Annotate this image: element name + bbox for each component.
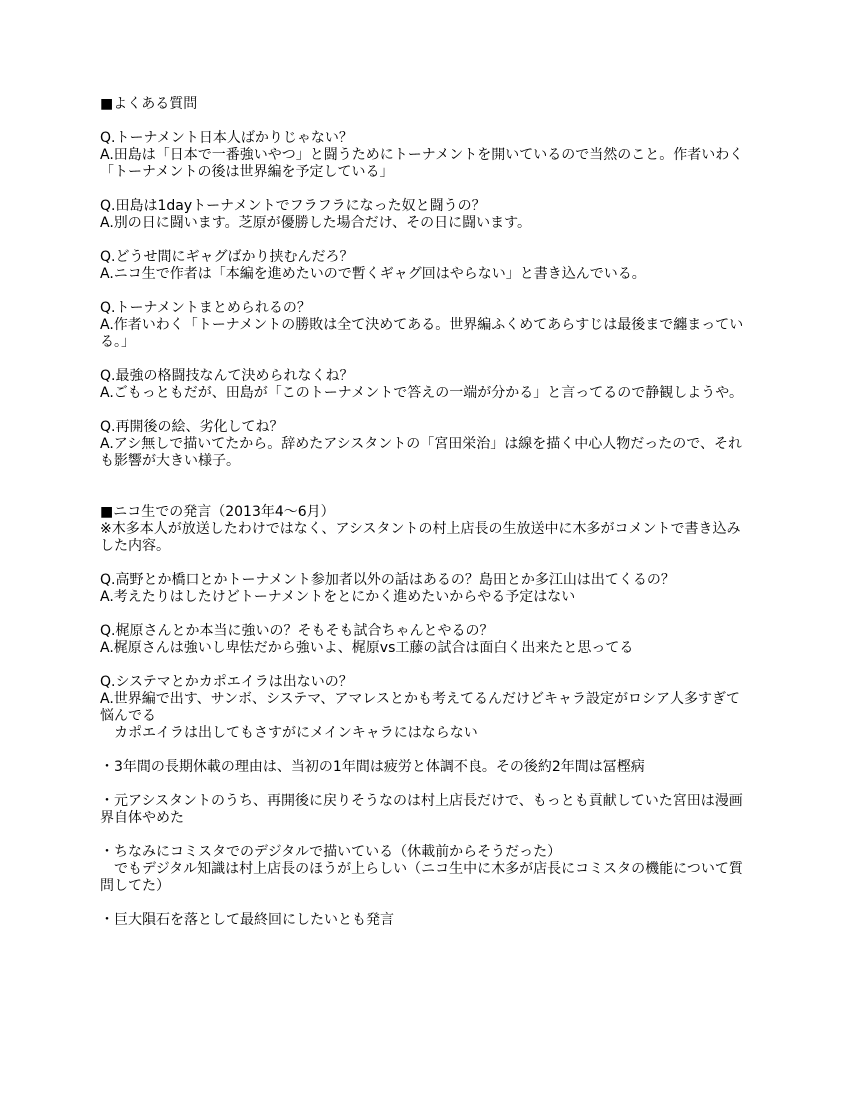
nico-answer: A.梶原さんは強いし卑怯だから強いよ、梶原vs工藤の試合は面白く出来たと思ってる (100, 640, 634, 656)
faq-question: Q.どうせ間にギャグばかり挟むんだろ？ (100, 249, 354, 265)
nico-qa-item (100, 623, 752, 657)
faq-question: Q.最強の格闘技なんて決められなくね？ (100, 368, 354, 384)
bullet-item: ・元アシスタントのうち、再開後に戻りそうなのは村上店長だけで、もっとも貢献していた宮田は漫画界自体やめた (100, 793, 743, 826)
faq-item (100, 300, 752, 351)
nico-heading: ■ニコ生での発言（2013年4〜6月） (100, 504, 335, 520)
faq-question: Q.田島は1dayトーナメントでフラフラになった奴と闘うの？ (100, 198, 486, 214)
spacer (100, 827, 752, 844)
nico-question: Q.システマとかカポエイラは出ないの？ (100, 674, 353, 690)
faq-item (100, 419, 752, 470)
bullet-item: ・巨大隕石を落として最終回にしたいとも発言 (100, 912, 394, 928)
spacer (100, 351, 752, 368)
bullet-item: ・3年間の長期休載の理由は、当初の1年間は疲労と体調不良。その後約2年間は冨樫病 (100, 759, 645, 775)
faq-heading: ■よくある質問 (100, 96, 198, 112)
spacer (100, 113, 752, 130)
spacer (100, 555, 752, 572)
spacer (100, 283, 752, 300)
spacer (100, 470, 752, 504)
nico-note: ※木多本人が放送したわけではなく、アシスタントの村上店長の生放送中に木多がコメントで書き込みした内容。 (100, 521, 741, 554)
faq-answer: A.ごもっともだが、田島が「このトーナメントで答えの一端が分かる」と言ってるので静観しようや。 (100, 385, 743, 401)
nico-question: Q.梶原さんとか本当に強いの？そもそも試合ちゃんとやるの？ (100, 623, 494, 639)
spacer (100, 895, 752, 912)
spacer (100, 742, 752, 759)
nico-answer: A.考えたりはしたけどトーナメントをとにかく進めたいからやる予定はない (100, 589, 576, 605)
spacer (100, 402, 752, 419)
faq-answer: A.田島は「日本で一番強いやつ」と闘うためにトーナメントを開いているので当然のこと。作者いわく「トーナメントの後は世界編を予定している」 (100, 147, 744, 180)
document-page (100, 96, 752, 929)
faq-item (100, 249, 752, 283)
faq-answer: A.作者いわく「トーナメントの勝敗は全て決めてある。世界編ふくめてあらすじは最後まで纏まっている。」 (100, 317, 744, 350)
spacer (100, 776, 752, 793)
spacer (100, 606, 752, 623)
faq-question: Q.トーナメント日本人ばかりじゃない？ (100, 130, 353, 146)
faq-question: Q.再開後の絵、劣化してね？ (100, 419, 284, 435)
nico-qa-item (100, 674, 752, 742)
faq-item (100, 130, 752, 181)
faq-item (100, 198, 752, 232)
faq-answer: A.別の日に闘います。芝原が優勝した場合だけ、その日に闘います。 (100, 215, 531, 231)
faq-answer: A.ニコ生で作者は「本編を進めたいので暫くギャグ回はやらない」と書き込んでいる。 (100, 266, 646, 282)
nico-question: Q.高野とか橋口とかトーナメント参加者以外の話はあるの？島田とか多江山は出てくるの？ (100, 572, 675, 588)
spacer (100, 657, 752, 674)
spacer (100, 232, 752, 249)
bullet-item: ・ちなみにコミスタでのデジタルで描いている（休載前からそうだった） (100, 844, 562, 860)
nico-answer: A.世界編で出す、サンボ、システマ、アマレスとかも考えてるんだけどキャラ設定がロシア人多すぎて悩んでる (100, 691, 740, 724)
nico-answer-continued: カポエイラは出してもさすがにメインキャラにはならない (100, 725, 478, 741)
spacer (100, 181, 752, 198)
nico-qa-item (100, 572, 752, 606)
bullet-item-continued: でもデジタル知識は村上店長のほうが上らしい（ニコ生中に木多が店長にコミスタの機能について質問してた） (100, 861, 743, 894)
faq-question: Q.トーナメントまとめられるの？ (100, 300, 311, 316)
faq-item (100, 368, 752, 402)
bullet-item-group (100, 844, 752, 895)
faq-answer: A.アシ無しで描いてたから。辞めたアシスタントの「宮田栄治」は線を描く中心人物だったので、それも影響が大きい様子。 (100, 436, 742, 469)
